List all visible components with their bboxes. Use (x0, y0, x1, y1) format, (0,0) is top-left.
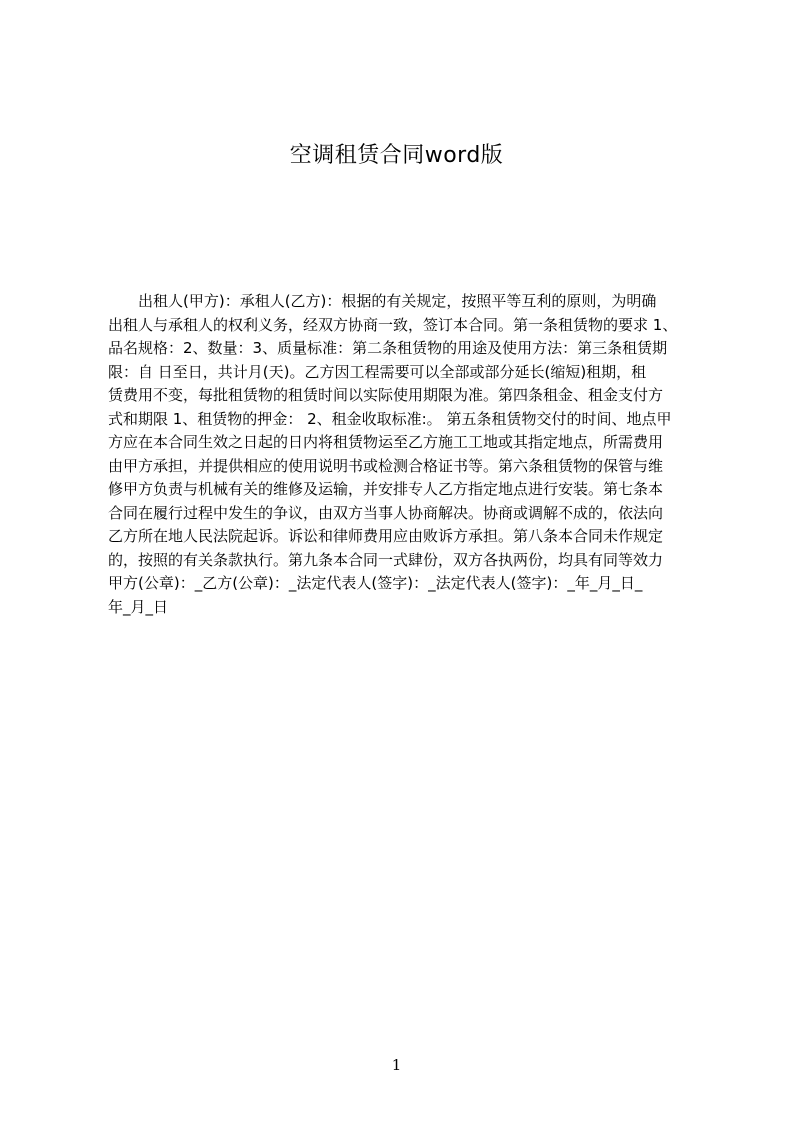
body-line: 式和期限 1、租赁物的押金： 2、租金收取标准:。 第五条租赁物交付的时间、地点甲 (108, 409, 672, 428)
body-line: 限：自 日至日，共计月(天)。乙方因工程需要可以全部或部分延长(缩短)租期，租 (108, 362, 647, 381)
body-line: 方应在本合同生效之日起的日内将租赁物运至乙方施工工地或其指定地点，所需费用 (108, 433, 664, 451)
body-line: 由甲方承担，并提供相应的使用说明书或检测合格证书等。第六条租赁物的保管与维 (108, 456, 664, 475)
contract-body (108, 290, 700, 670)
body-line: 修甲方负责与机械有关的维修及运输，并安排专人乙方指定地点进行安装。第七条本 (108, 480, 664, 498)
body-line: 的，按照的有关条款执行。第九条本合同一式肆份，双方各执两份，均具有同等效力 (108, 550, 664, 569)
body-line: 品名规格：2、数量：3、质量标准：第二条租赁物的用途及使用方法：第三条租赁期 (108, 339, 668, 357)
body-line: 甲方(公章)：_乙方(公章)：_法定代表人(签字)：_法定代表人(签字)：_年_月_日_ (108, 574, 643, 592)
body-line: 出租人(甲方)：承租人(乙方)：根据的有关规定，按照平等互利的原则，为明确 (108, 292, 657, 310)
body-line: 年_月_日 (108, 597, 169, 616)
page-number: 1 (391, 1056, 402, 1074)
body-line: 出租人与承租人的权利义务，经双方协商一致，签订本合同。第一条租赁物的要求 1、 (108, 315, 678, 334)
body-line: 合同在履行过程中发生的争议，由双方当事人协商解决。协商或调解不成的，依法向 (108, 503, 664, 522)
document-title: 空调租赁合同word版 (289, 143, 504, 168)
body-line: 乙方所在地人民法院起诉。诉讼和律师费用应由败诉方承担。第八条本合同未作规定 (108, 527, 664, 545)
body-line: 赁费用不变，每批租赁物的租赁时间以实际使用期限为准。第四条租金、租金支付方 (108, 386, 664, 404)
